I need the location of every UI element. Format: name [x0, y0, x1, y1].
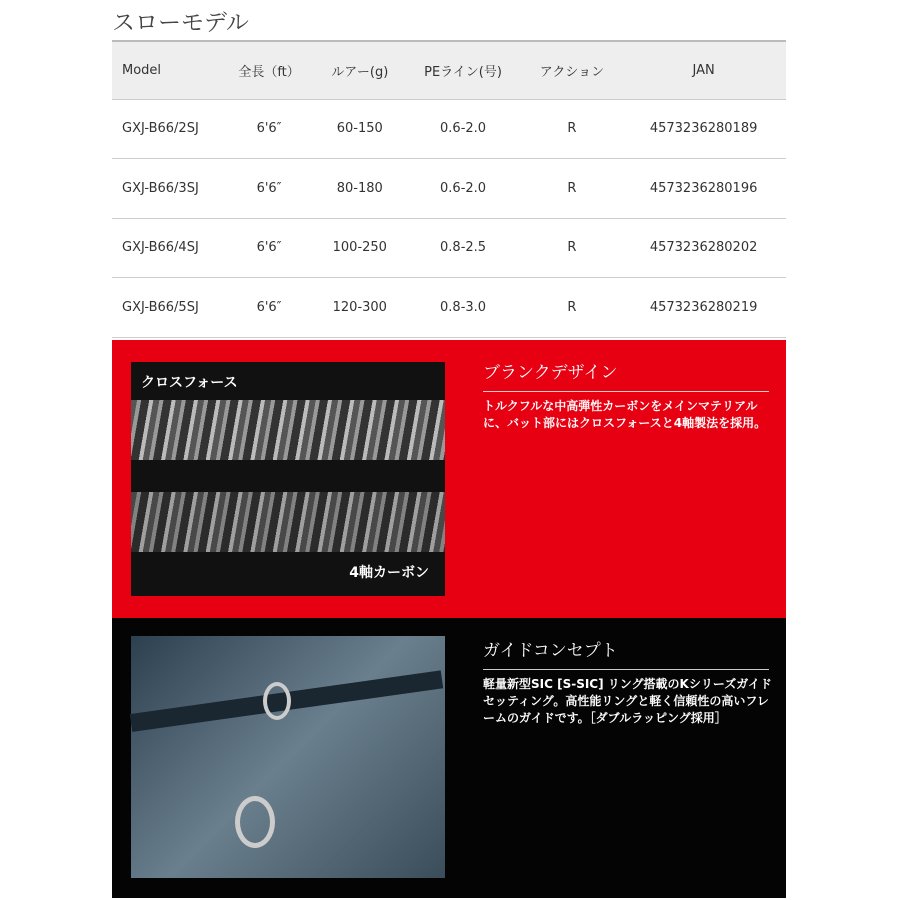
guide-ring-icon: [235, 796, 275, 848]
table-cell: GXJ-B66/4SJ: [112, 218, 222, 278]
spec-table: [112, 40, 786, 338]
blank-design-text: トルクフルな中高弾性カーボンをメインマテリアルに、バット部にはクロスフォースと4軸製法を採用。: [483, 399, 767, 430]
blank-design-section: [112, 340, 786, 618]
table-cell: 0.8-3.0: [403, 278, 522, 338]
table-row: [112, 218, 786, 278]
guide-concept-heading: ガイドコンセプト: [483, 636, 769, 670]
col-pe-line: PEライン(号): [403, 41, 522, 99]
page-title: スローモデル: [112, 10, 249, 36]
table-row: [112, 99, 786, 159]
col-jan: JAN: [621, 41, 786, 99]
4axis-rod-image: [131, 492, 445, 552]
table-cell: GXJ-B66/2SJ: [112, 99, 222, 159]
table-cell: 100-250: [316, 218, 403, 278]
crossforce-caption: クロスフォース: [141, 375, 238, 391]
4axis-caption: 4軸カーボン: [349, 565, 429, 581]
guide-concept-text: 軽量新型SIC [S-SIC] リング搭載のKシリーズガイドセッティング。高性能リングと軽く信頼性の高いフレームのガイドです。［ダブルラッピング採用］: [483, 677, 772, 725]
table-cell: GXJ-B66/5SJ: [112, 278, 222, 338]
table-cell: 6'6″: [222, 218, 316, 278]
table-cell: GXJ-B66/3SJ: [112, 159, 222, 219]
table-cell: R: [523, 99, 622, 159]
table-cell: R: [523, 159, 622, 219]
table-cell: 60-150: [316, 99, 403, 159]
table-cell: R: [523, 278, 622, 338]
table-cell: 120-300: [316, 278, 403, 338]
guide-ring-icon: [263, 682, 291, 720]
table-cell: 4573236280202: [621, 218, 786, 278]
table-cell: 6'6″: [222, 159, 316, 219]
table-cell: 4573236280189: [621, 99, 786, 159]
table-row: [112, 159, 786, 219]
col-length: 全長（ft）: [222, 41, 316, 99]
table-cell: 4573236280219: [621, 278, 786, 338]
table-cell: 0.8-2.5: [403, 218, 522, 278]
guide-concept-section: [112, 618, 786, 898]
table-cell: 0.6-2.0: [403, 159, 522, 219]
col-action: アクション: [523, 41, 622, 99]
table-cell: 6'6″: [222, 278, 316, 338]
table-cell: 4573236280196: [621, 159, 786, 219]
crossforce-rod-image: [131, 400, 445, 460]
table-header-row: [112, 41, 786, 99]
table-cell: 80-180: [316, 159, 403, 219]
table-row: [112, 278, 786, 338]
blank-design-heading: ブランクデザイン: [483, 358, 769, 392]
table-cell: 6'6″: [222, 99, 316, 159]
guide-image: [131, 636, 445, 878]
table-cell: R: [523, 218, 622, 278]
table-cell: 0.6-2.0: [403, 99, 522, 159]
blank-carbon-image: [131, 362, 445, 596]
col-lure: ルアー(g): [316, 41, 403, 99]
col-model: Model: [112, 41, 222, 99]
